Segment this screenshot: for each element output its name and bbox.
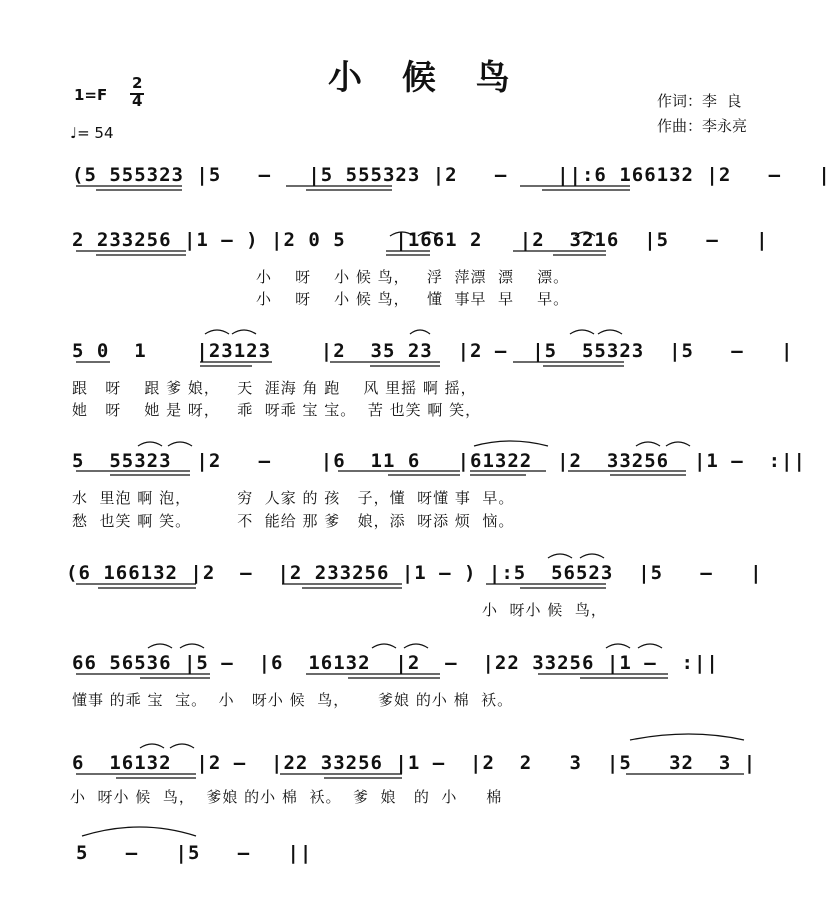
score-system-3-lyric-1: 跟 呀 跟 爹 娘， 天 涯海 角 跑 风 里摇 啊 摇， [72,379,477,397]
composer-credit: 作曲：李永亮 [657,117,748,135]
key-signature: 1=F [74,86,108,104]
score-system-6-notes: 66 56536 |5 – |6 16132 |2 – |22 33256 |1 – :|| [72,652,719,674]
score-system-3-notes: 5 0 1 |23123 |2 35 23 |2 – |5 55323 |5 – | [72,340,794,362]
score-system-4-lyric-1: 水 里泡 啊 泡， 穷 人家 的 孩 子，懂 呀懂 事 早。 [72,489,515,507]
score-system-7-lyric-1: 小 呀小 候 鸟， 爹娘 的小 棉 袄。 爹 娘 的 小 棉 [70,788,503,806]
score-system-4-lyric-2: 愁 也笑 啊 笑。 不 能给 那 爹 娘，添 呀添 烦 恼。 [72,512,515,530]
time-signature-bottom: 4 [132,92,143,110]
score-system-5-notes: (6 166132 |2 – |2 233256 |1 – ) |:5 56523 |5 – | [66,562,763,584]
score-system-7-notes: 6 16132 |2 – |22 33256 |1 – |2 2 3 |5 32 3 | [72,752,757,774]
score-system-3-lyric-2: 她 呀 她 是 呀， 乖 呀乖 宝 宝。 苦 也笑 啊 笑， [72,401,482,419]
time-signature-top: 2 [132,74,143,92]
score-system-5-lyric-1: 小 呀小 候 鸟， [482,601,607,619]
score-system-1-notes: (5 555323 |5 – |5 555323 |2 – ||:6 166132 |2 – | [72,164,831,186]
score-system-2-lyric-1: 小 呀 小 候 鸟， 浮 萍漂 漂 漂。 [256,268,570,286]
score-system-4-notes: 5 55323 |2 – |6 11 6 |61322 |2 33256 |1 – :|| [72,450,806,472]
tempo-marking: ♩= 54 [70,124,114,142]
score-system-2-lyric-2: 小 呀 小 候 鸟， 懂 事早 早 早。 [256,290,570,308]
score-system-8-notes: 5 – |5 – || [76,842,313,864]
score-system-6-lyric-1: 懂事 的乖 宝 宝。 小 呀小 候 鸟， 爹娘 的小 棉 袄。 [72,691,514,709]
lyricist-credit: 作词：李 良 [657,92,742,110]
score-system-2-notes: 2 233256 |1 – ) |2 0 5 |1661 2 |2 3216 |5 – | [72,229,769,251]
song-title: 小 候 鸟 [328,58,524,98]
